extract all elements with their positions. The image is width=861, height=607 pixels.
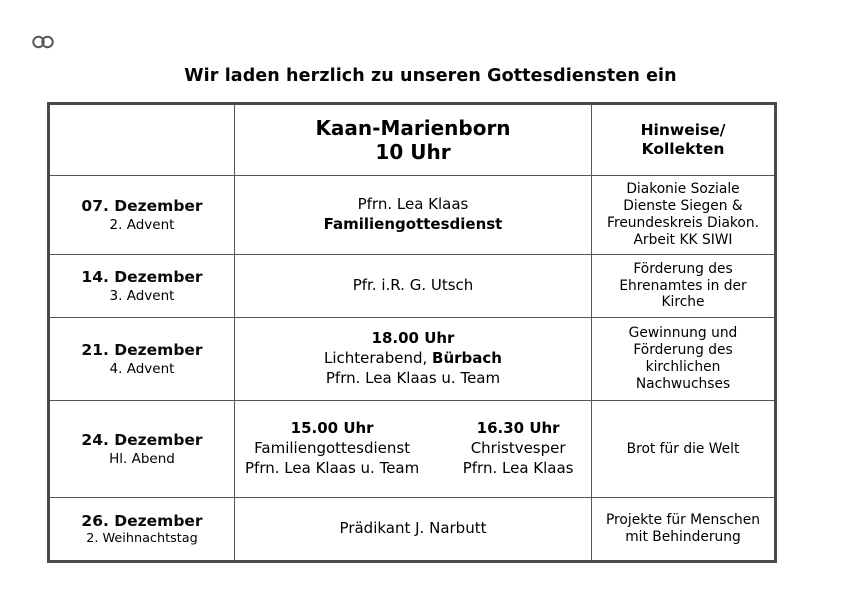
row-date: 26. Dezember: [81, 511, 203, 530]
row-service-cell: [235, 498, 592, 562]
infinity-rings-icon: [30, 30, 56, 54]
notes-line: Freundeskreis Diakon.: [607, 215, 759, 231]
notes-line: Diakonie Soziale: [626, 181, 740, 198]
row-service-cell: [235, 176, 592, 255]
service-event-plain: Lichterabend,: [323, 349, 433, 368]
service-line-1: Prädikant J. Narbutt: [339, 519, 487, 538]
schedule-table-container: [47, 102, 774, 563]
row-service-cell: [235, 255, 592, 318]
table-row: [49, 255, 776, 318]
notes-line: Kirche: [661, 294, 705, 311]
row-notes-cell: [592, 401, 776, 498]
row-service-cell: [235, 401, 592, 498]
service-line-2: Familiengottesdienst: [323, 215, 503, 233]
row-date-cell: [49, 318, 235, 401]
notes-line: Förderung des: [633, 342, 733, 359]
row-date-cell: [49, 498, 235, 562]
header-date-column: [49, 104, 235, 176]
table-header-row: [49, 104, 776, 176]
service-time: 15.00 Uhr: [290, 419, 374, 438]
row-date: 24. Dezember: [81, 431, 203, 450]
header-notes-line2: Kollekten: [641, 140, 725, 158]
row-notes-cell: [592, 255, 776, 318]
service-name: Familiengottesdienst: [254, 439, 411, 458]
dual-service-block: [240, 419, 586, 478]
service-event-location: Bürbach: [432, 349, 502, 368]
row-date-cell: [49, 255, 235, 318]
service-name: Christvesper: [470, 439, 566, 458]
row-service-cell: [235, 318, 592, 401]
service-leader: Pfrn. Lea Klaas u. Team: [245, 458, 420, 477]
service-slot-early: [240, 419, 424, 478]
service-schedule-table: [47, 102, 777, 563]
table-row: [49, 401, 776, 498]
service-time: 18.00 Uhr: [371, 329, 455, 348]
header-notes-line1: Hinweise/: [640, 121, 726, 140]
row-notes-cell: [592, 498, 776, 562]
row-notes-cell: [592, 318, 776, 401]
table-row: [49, 318, 776, 401]
notes-line: Nachwuchses: [635, 375, 731, 392]
row-occasion: 4. Advent: [109, 360, 175, 377]
row-date: 14. Dezember: [81, 268, 203, 287]
notes-line: Projekte für Menschen: [605, 512, 761, 529]
row-occasion: 3. Advent: [109, 287, 175, 304]
service-leader: Pfrn. Lea Klaas u. Team: [325, 368, 501, 387]
row-date: 07. Dezember: [81, 197, 203, 216]
row-notes-cell: [592, 176, 776, 255]
row-date-cell: [49, 176, 235, 255]
service-slot-late: [450, 419, 586, 478]
notes-line: kirchlichen: [645, 359, 721, 375]
row-occasion: 2. Weihnachtstag: [86, 531, 198, 547]
service-event-line: [240, 349, 586, 369]
row-date-cell: [49, 401, 235, 498]
table-row: [49, 498, 776, 562]
service-line-1: Pfr. i.R. G. Utsch: [352, 276, 474, 295]
header-place-column: [235, 104, 592, 176]
notes-line: Dienste Siegen &: [623, 198, 743, 215]
notes-line: Förderung des: [633, 260, 733, 277]
notes-line: Ehrenamtes in der: [619, 277, 747, 294]
row-date: 21. Dezember: [81, 341, 203, 360]
service-time: 16.30 Uhr: [476, 419, 560, 438]
notes-line: Brot für die Welt: [626, 440, 740, 457]
table-row: [49, 176, 776, 255]
notes-line: Arbeit KK SIWI: [633, 231, 733, 248]
header-place-time: 10 Uhr: [375, 140, 451, 164]
page-title: Wir laden herzlich zu unseren Gottesdiensten ein: [184, 66, 677, 86]
service-leader: Pfrn. Lea Klaas: [462, 458, 574, 477]
row-occasion: Hl. Abend: [109, 450, 175, 467]
notes-line: mit Behinderung: [625, 529, 741, 545]
header-notes-column: [592, 104, 776, 176]
service-line-1: Pfrn. Lea Klaas: [357, 195, 469, 214]
row-occasion: 2. Advent: [109, 216, 175, 233]
header-place-name: Kaan-Marienborn: [315, 115, 511, 140]
notes-line: Gewinnung und: [628, 325, 738, 342]
